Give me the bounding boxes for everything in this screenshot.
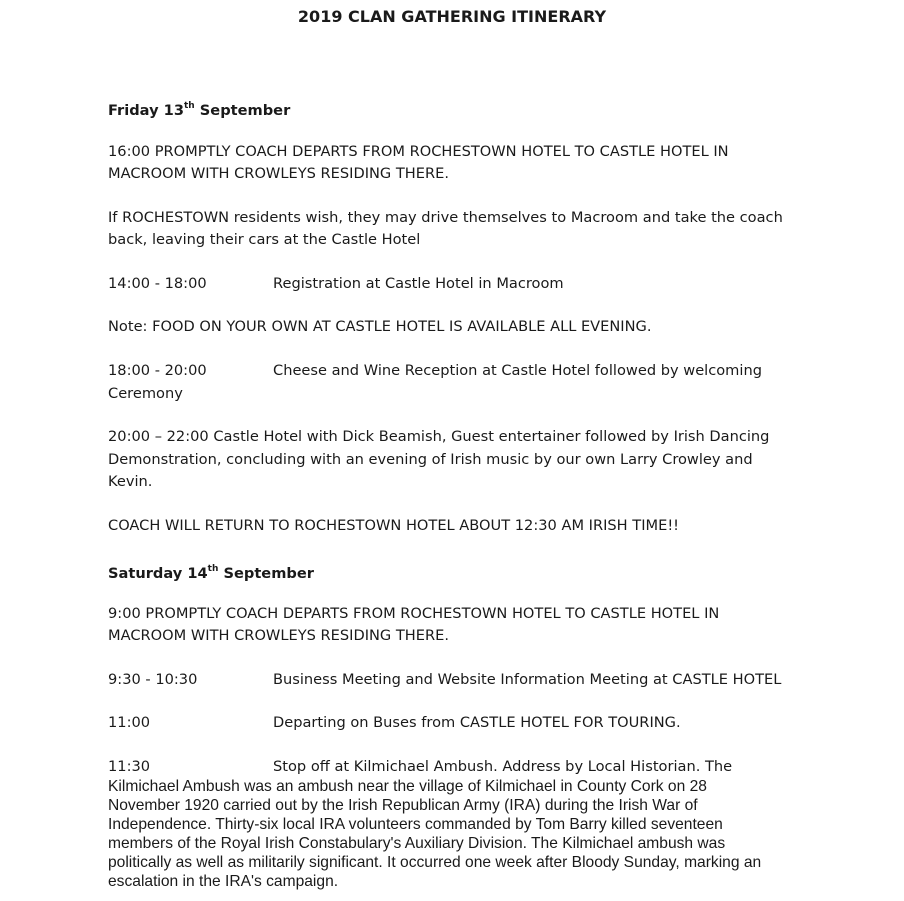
entertainment-line-3: Kevin. [108, 473, 153, 490]
saturday-heading-day: Saturday 14 [108, 564, 208, 582]
ambush-time: 11:30 [108, 758, 151, 775]
reception-time: 18:00 - 20:00 [108, 362, 207, 379]
ambush-paragraph-line-4: members of the Royal Irish Constabulary's Auxiliary Division. The Kilmichael ambush was [108, 835, 726, 852]
friday-heading-suffix: th [183, 101, 195, 111]
reception-line-2: Ceremony [108, 385, 183, 402]
reception-text: Cheese and Wine Reception at Castle Hotel followed by welcoming [273, 362, 762, 379]
meeting-row [108, 669, 781, 691]
meeting-time: 9:30 - 10:30 [108, 671, 198, 688]
friday-heading-day: Friday 13 [108, 101, 184, 119]
friday-heading-month: September [194, 101, 291, 119]
food-note: Note: FOOD ON YOUR OWN AT CASTLE HOTEL IS AVAILABLE ALL EVENING. [108, 318, 652, 335]
depart-row [108, 712, 681, 734]
ambush-text: Stop off at Kilmichael Ambush. Address by Local Historian. The [273, 758, 733, 775]
depart-time: 11:00 [108, 714, 151, 731]
rochestown-note-line-1: If ROCHESTOWN residents wish, they may drive themselves to Macroom and take the coach [108, 209, 783, 226]
registration-time: 14:00 - 18:00 [108, 275, 207, 292]
friday-heading [108, 96, 290, 122]
ambush-paragraph-line-1: Kilmichael Ambush was an ambush near the village of Kilmichael in County Cork on 28 [108, 778, 707, 795]
saturday-heading-suffix: th [207, 564, 219, 574]
saturday-heading-month: September [218, 564, 314, 582]
saturday-coach-line-2: MACROOM WITH CROWLEYS RESIDING THERE. [108, 627, 449, 644]
friday-coach-line-2: MACROOM WITH CROWLEYS RESIDING THERE. [108, 165, 449, 182]
ambush-paragraph-line-3: Independence. Thirty-six local IRA volunteers commanded by Tom Barry killed seventeen [108, 816, 723, 833]
friday-coach-line-1: 16:00 PROMPTLY COACH DEPARTS FROM ROCHESTOWN HOTEL TO CASTLE HOTEL IN [108, 143, 729, 160]
rochestown-note-line-2: back, leaving their cars at the Castle Hotel [108, 231, 421, 248]
meeting-text: Business Meeting and Website Information Meeting at CASTLE HOTEL [273, 671, 782, 688]
reception-row [108, 360, 762, 382]
registration-text: Registration at Castle Hotel in Macroom [273, 275, 564, 292]
entertainment-line-1: 20:00 – 22:00 Castle Hotel with Dick Beamish, Guest entertainer followed by Irish Dancing [108, 428, 770, 445]
saturday-coach-line-1: 9:00 PROMPTLY COACH DEPARTS FROM ROCHESTOWN HOTEL TO CASTLE HOTEL IN [108, 605, 720, 622]
coach-return-note: COACH WILL RETURN TO ROCHESTOWN HOTEL ABOUT 12:30 AM IRISH TIME!! [108, 517, 680, 534]
registration-row [108, 273, 564, 295]
ambush-row [108, 756, 732, 778]
entertainment-line-2: Demonstration, concluding with an evening of Irish music by our own Larry Crowley and [108, 451, 753, 468]
ambush-paragraph-line-2: November 1920 carried out by the Irish Republican Army (IRA) during the Irish War of [108, 797, 698, 814]
ambush-paragraph-line-6: escalation in the IRA's campaign. [108, 873, 339, 890]
document-title: 2019 CLAN GATHERING ITINERARY [297, 7, 607, 26]
depart-text: Departing on Buses from CASTLE HOTEL FOR TOURING. [273, 714, 681, 731]
ambush-paragraph-line-5: politically as well as militarily significant. It occurred one week after Bloody Sunday, marking an [108, 854, 762, 871]
saturday-heading [108, 559, 314, 585]
